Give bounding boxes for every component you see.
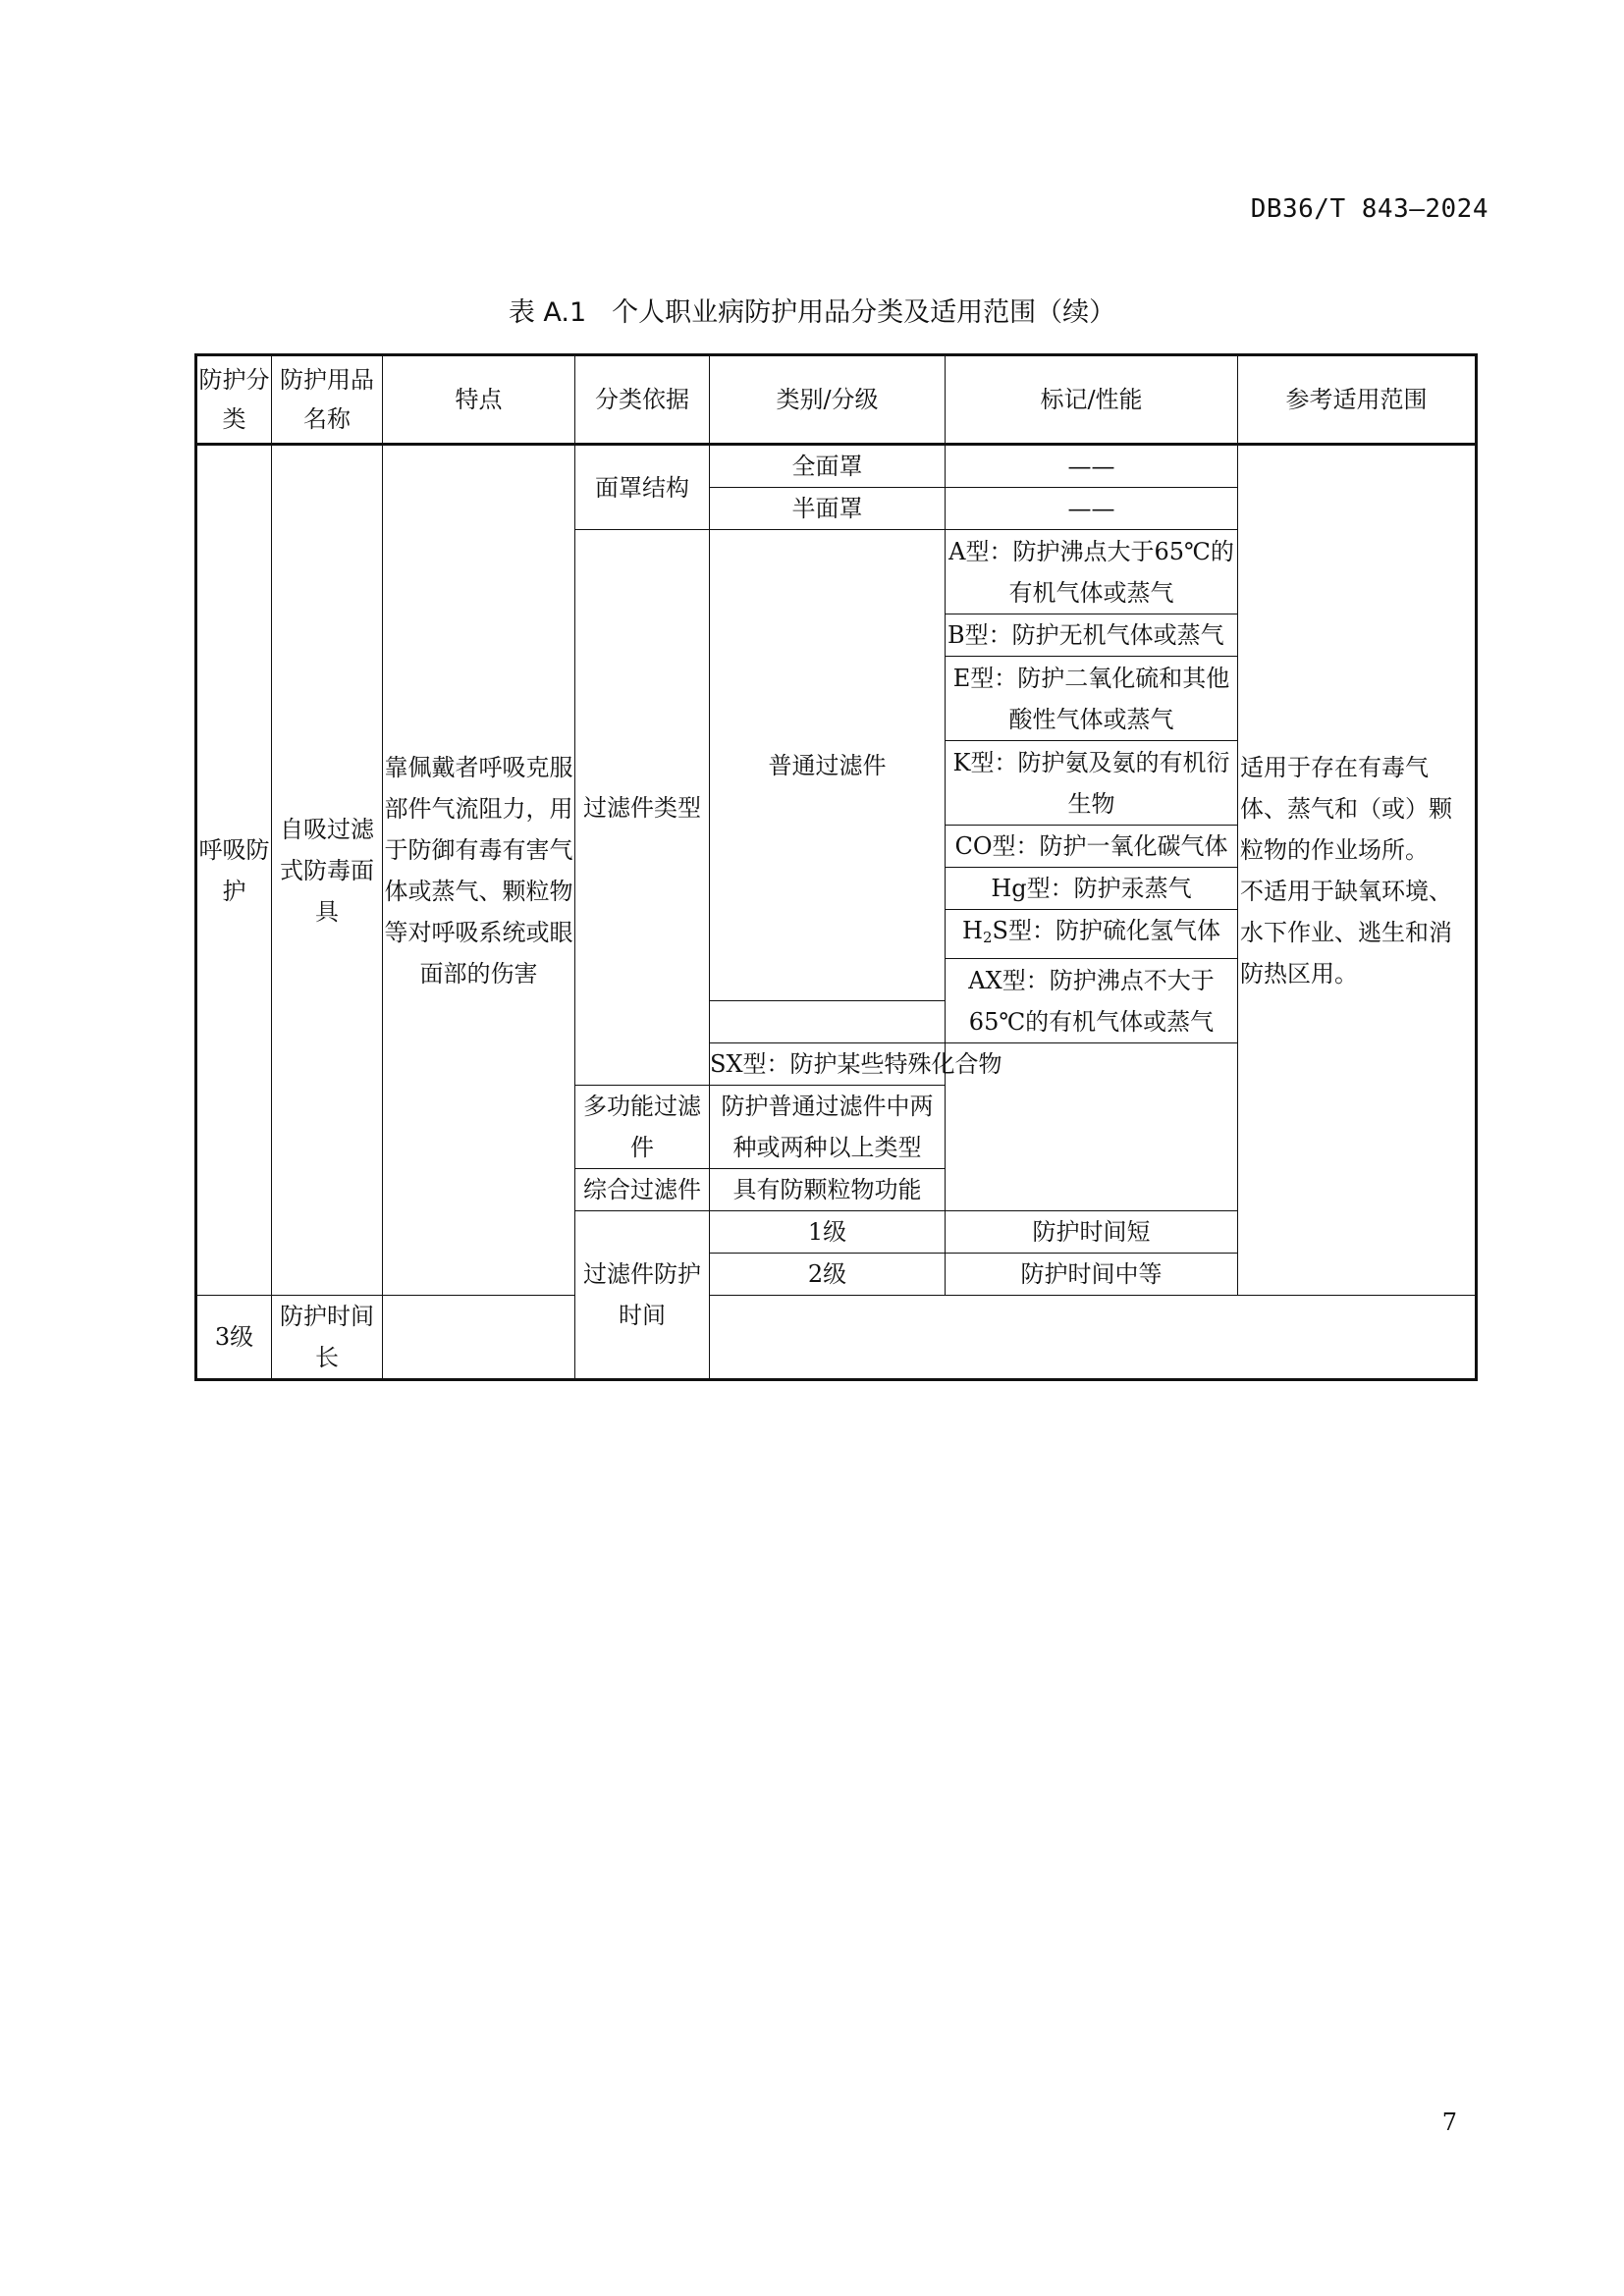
scope-cell <box>1238 445 1477 1296</box>
level-mark-cell: 防护时间短 <box>946 1211 1238 1254</box>
level-cell: 1级 <box>710 1211 946 1254</box>
mark-e-cell: E型：防护二氧化硫和其他酸性气体或蒸气 <box>946 657 1238 741</box>
mask-full-cell: 全面罩 <box>710 445 946 488</box>
features-cell: 靠佩戴者呼吸克服部件气流阻力，用于防御有毒有害气体或蒸气、颗粒物等对呼吸系统或眼面部的伤害 <box>383 445 575 1296</box>
table-row <box>196 1296 1477 1380</box>
mark-b-cell: B型：防护无机气体或蒸气 <box>946 614 1238 657</box>
mark-h2s-subscript: 2 <box>982 929 993 946</box>
mark-ax-cell: AX型：防护沸点不大于65℃的有机气体或蒸气 <box>946 959 1238 1043</box>
document-code: DB36/T 843—2024 <box>1250 194 1489 224</box>
header-cell: 标记/性能 <box>946 355 1238 445</box>
header-cell: 类别/分级 <box>710 355 946 445</box>
level-mark-cell: 防护时间中等 <box>946 1254 1238 1296</box>
filter-combined-cell: 综合过滤件 <box>575 1169 710 1211</box>
mark-h2s-cell <box>946 910 1238 959</box>
dash-cell: —— <box>946 488 1238 530</box>
basis-filter-cell: 过滤件类型 <box>575 530 710 1086</box>
table-caption: 个人职业病防护用品分类及适用范围（续） <box>612 297 1116 328</box>
mark-h2s-rest: S型：防护硫化氢气体 <box>992 917 1220 944</box>
filter-combined-mark-cell: 具有防颗粒物功能 <box>710 1169 946 1211</box>
header-cell: 防护分类 <box>196 355 272 445</box>
protection-table <box>194 353 1478 1381</box>
filter-multi-cell: 多功能过滤件 <box>575 1086 710 1169</box>
table-number: 表 A.1 <box>508 297 587 328</box>
header-cell: 参考适用范围 <box>1238 355 1477 445</box>
scope-applicable: 适用于存在有毒气体、蒸气和（或）颗粒物的作业场所。 <box>1240 753 1452 864</box>
mark-sx-cell: SX型：防护某些特殊化合物 <box>710 1043 946 1086</box>
header-cell: 特点 <box>383 355 575 445</box>
filter-general-cell: 普通过滤件 <box>710 530 946 1001</box>
category-cell: 呼吸防护 <box>196 445 272 1296</box>
header-cell: 分类依据 <box>575 355 710 445</box>
product-name-cell: 自吸过滤式防毒面具 <box>272 445 383 1296</box>
mark-co-cell: CO型：防护一氧化碳气体 <box>946 826 1238 868</box>
page-number: 7 <box>1441 2109 1457 2136</box>
scope-not-applicable: 不适用于缺氧环境、水下作业、逃生和消防热区用。 <box>1240 877 1452 988</box>
filter-multi-mark-cell: 防护普通过滤件中两种或两种以上类型 <box>710 1086 946 1169</box>
dash-cell: —— <box>946 445 1238 488</box>
mark-k-cell: K型：防护氨及氨的有机衍生物 <box>946 741 1238 826</box>
mark-hg-cell: Hg型：防护汞蒸气 <box>946 868 1238 910</box>
level-cell: 2级 <box>710 1254 946 1296</box>
table-row <box>196 445 1477 488</box>
mark-a-cell: A型：防护沸点大于65℃的有机气体或蒸气 <box>946 530 1238 614</box>
table-header-row <box>196 355 1477 445</box>
header-cell: 防护用品名称 <box>272 355 383 445</box>
table-title <box>0 291 1624 329</box>
basis-mask-cell: 面罩结构 <box>575 445 710 530</box>
basis-time-cell: 过滤件防护时间 <box>575 1211 710 1380</box>
level-cell: 3级 <box>196 1296 272 1380</box>
level-mark-cell: 防护时间长 <box>272 1296 383 1380</box>
mask-half-cell: 半面罩 <box>710 488 946 530</box>
mark-h2s-h: H <box>962 917 983 944</box>
